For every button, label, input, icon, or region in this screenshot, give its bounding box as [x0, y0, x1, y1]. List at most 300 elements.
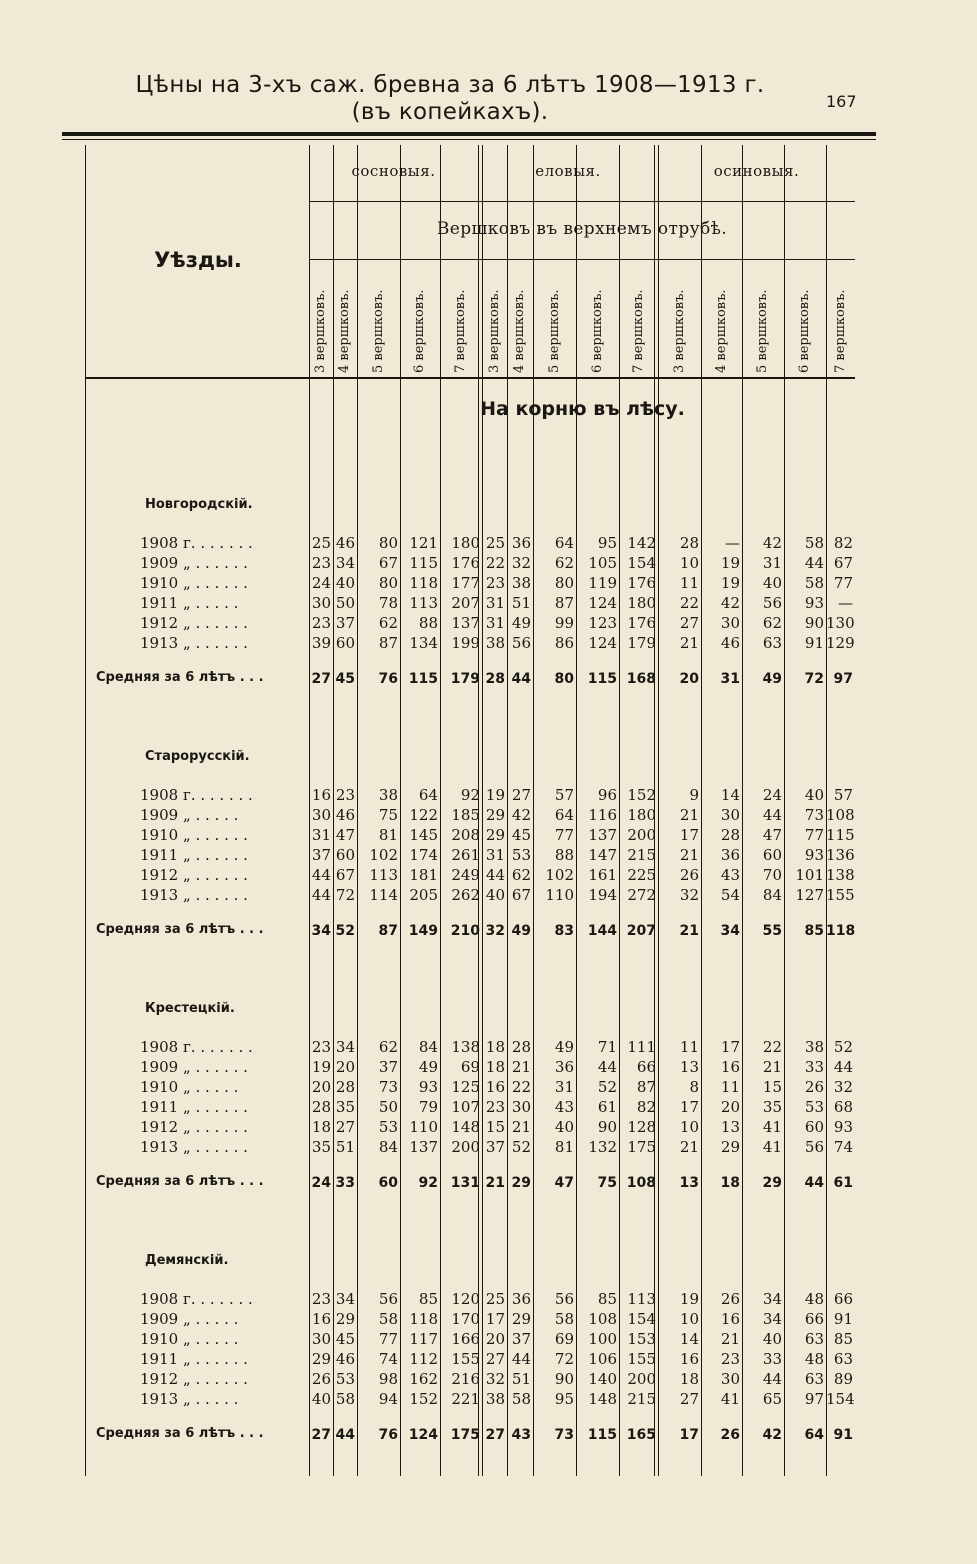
- table-cell: 132: [588, 1138, 617, 1156]
- table-cell: 62: [762, 614, 782, 632]
- table-cell: 68: [833, 1098, 853, 1116]
- table-cell: 34: [335, 1290, 355, 1308]
- table-cell: 154: [826, 1390, 855, 1408]
- table-cell: 21: [679, 806, 699, 824]
- average-cell: 55: [762, 923, 782, 939]
- table-cell: 108: [588, 1310, 617, 1328]
- average-cell: 44: [511, 671, 531, 687]
- table-cell: 93: [833, 1118, 853, 1136]
- table-cell: 18: [311, 1118, 331, 1136]
- size-header: 4 вершковъ.: [337, 289, 352, 373]
- table-cell: 90: [804, 614, 824, 632]
- table-cell: 31: [485, 846, 505, 864]
- table-cell: 30: [720, 806, 740, 824]
- year-row-label: 1909 „ . . . . .: [140, 1310, 239, 1328]
- table-cell: 140: [588, 1370, 617, 1388]
- table-cell: 72: [554, 1350, 574, 1368]
- table-cell: 14: [679, 1330, 699, 1348]
- table-cell: 33: [762, 1350, 782, 1368]
- table-cell: 137: [451, 614, 480, 632]
- table-cell: 84: [762, 886, 782, 904]
- table-cell: 69: [460, 1058, 480, 1076]
- average-cell: 44: [335, 1427, 355, 1443]
- group-header: еловыя.: [535, 162, 601, 180]
- table-cell: 99: [554, 614, 574, 632]
- subheader-verhkov: Вершковъ въ верхнемъ отрубѣ.: [436, 219, 728, 239]
- average-cell: 34: [311, 923, 331, 939]
- table-cell: 44: [762, 806, 782, 824]
- table-cell: 43: [554, 1098, 574, 1116]
- size-header: 6 вершковъ.: [412, 289, 427, 373]
- table-cell: 24: [762, 786, 782, 804]
- average-cell: 115: [587, 671, 617, 687]
- table-cell: 105: [588, 554, 617, 572]
- table-cell: 127: [795, 886, 824, 904]
- table-cell: 29: [485, 806, 505, 824]
- table-cell: 38: [485, 1390, 505, 1408]
- table-cell: 86: [554, 634, 574, 652]
- average-cell: 42: [762, 1427, 782, 1443]
- table-cell: 137: [409, 1138, 438, 1156]
- table-cell: 27: [679, 614, 699, 632]
- average-row-label: Средняя за 6 лѣтъ . . .: [96, 922, 264, 937]
- table-cell: 56: [511, 634, 531, 652]
- table-cell: 194: [588, 886, 617, 904]
- table-cell: 87: [636, 1078, 656, 1096]
- table-cell: 84: [378, 1138, 398, 1156]
- table-cell: 16: [679, 1350, 699, 1368]
- table-cell: 40: [762, 574, 782, 592]
- table-cell: 11: [720, 1078, 740, 1096]
- table-cell: 67: [833, 554, 853, 572]
- table-cell: 121: [409, 534, 438, 552]
- year-row-label: 1909 „ . . . . .: [140, 806, 239, 824]
- average-cell: 64: [804, 1427, 824, 1443]
- table-cell: 21: [679, 846, 699, 864]
- table-cell: 71: [597, 1038, 617, 1056]
- table-cell: 63: [804, 1370, 824, 1388]
- average-row-label: Средняя за 6 лѣтъ . . .: [96, 1174, 264, 1189]
- year-row-label: 1909 „ . . . . . .: [140, 1058, 248, 1076]
- table-cell: 23: [311, 554, 331, 572]
- table-cell: 48: [804, 1350, 824, 1368]
- table-cell: 215: [627, 846, 656, 864]
- average-cell: 29: [762, 1175, 782, 1191]
- table-cell: 40: [335, 574, 355, 592]
- table-cell: 40: [311, 1390, 331, 1408]
- table-cell: 46: [720, 634, 740, 652]
- table-cell: 95: [597, 534, 617, 552]
- table-cell: 58: [511, 1390, 531, 1408]
- table-cell: 21: [511, 1118, 531, 1136]
- average-cell: 18: [720, 1175, 740, 1191]
- table-cell: 85: [833, 1330, 853, 1348]
- table-cell: 200: [627, 1370, 656, 1388]
- table-cell: 81: [554, 1138, 574, 1156]
- table-cell: 23: [311, 1038, 331, 1056]
- table-cell: 91: [833, 1310, 853, 1328]
- table-cell: 75: [378, 806, 398, 824]
- table-cell: 46: [335, 806, 355, 824]
- table-cell: 37: [485, 1138, 505, 1156]
- year-row-label: 1908 г. . . . . . .: [140, 1038, 253, 1056]
- table-cell: 82: [833, 534, 853, 552]
- size-header: 6 вершковъ.: [590, 289, 605, 373]
- table-cell: 142: [627, 534, 656, 552]
- table-cell: 28: [720, 826, 740, 844]
- table-cell: 48: [804, 1290, 824, 1308]
- average-cell: 32: [485, 923, 505, 939]
- table-cell: 22: [679, 594, 699, 612]
- table-cell: 62: [378, 1038, 398, 1056]
- table-cell: 124: [588, 594, 617, 612]
- table-cell: 205: [409, 886, 438, 904]
- table-cell: 65: [762, 1390, 782, 1408]
- average-cell: 49: [511, 923, 531, 939]
- table-cell: 145: [409, 826, 438, 844]
- table-cell: 16: [311, 786, 331, 804]
- average-cell: 80: [554, 671, 574, 687]
- year-row-label: 1912 „ . . . . . .: [140, 1370, 248, 1388]
- table-cell: 22: [762, 1038, 782, 1056]
- average-cell: 21: [485, 1175, 505, 1191]
- table-cell: 32: [679, 886, 699, 904]
- table-cell: 61: [597, 1098, 617, 1116]
- table-cell: 60: [335, 634, 355, 652]
- table-cell: 19: [679, 1290, 699, 1308]
- average-cell: 92: [418, 1175, 438, 1191]
- table-cell: 53: [378, 1118, 398, 1136]
- year-row-label: 1913 „ . . . . . .: [140, 1138, 248, 1156]
- table-cell: 49: [511, 614, 531, 632]
- table-cell: 262: [451, 886, 480, 904]
- table-cell: 23: [720, 1350, 740, 1368]
- table-cell: 89: [833, 1370, 853, 1388]
- table-cell: 29: [485, 826, 505, 844]
- table-cell: 23: [485, 1098, 505, 1116]
- table-cell: 30: [720, 614, 740, 632]
- table-cell: 60: [804, 1118, 824, 1136]
- average-cell: 115: [587, 1427, 617, 1443]
- table-cell: 176: [451, 554, 480, 572]
- table-cell: 19: [720, 554, 740, 572]
- table-cell: 147: [588, 846, 617, 864]
- table-cell: 81: [378, 826, 398, 844]
- year-row-label: 1912 „ . . . . . .: [140, 614, 248, 632]
- table-cell: 58: [335, 1390, 355, 1408]
- table-cell: 64: [554, 806, 574, 824]
- size-header: 4 вершковъ.: [512, 289, 527, 373]
- table-cell: 52: [833, 1038, 853, 1056]
- average-cell: 91: [833, 1427, 853, 1443]
- table-cell: 77: [804, 826, 824, 844]
- table-cell: 62: [554, 554, 574, 572]
- table-cell: 19: [720, 574, 740, 592]
- table-cell: 17: [485, 1310, 505, 1328]
- table-cell: 44: [804, 554, 824, 572]
- table-cell: 66: [636, 1058, 656, 1076]
- table-cell: 70: [762, 866, 782, 884]
- average-cell: 24: [311, 1175, 331, 1191]
- average-cell: 76: [378, 671, 398, 687]
- table-cell: 37: [311, 846, 331, 864]
- table-cell: 62: [511, 866, 531, 884]
- table-cell: 49: [418, 1058, 438, 1076]
- table-cell: 13: [720, 1118, 740, 1136]
- table-cell: 154: [627, 554, 656, 572]
- average-cell: 131: [450, 1175, 480, 1191]
- table-cell: 77: [378, 1330, 398, 1348]
- average-cell: 49: [762, 671, 782, 687]
- average-cell: 60: [378, 1175, 398, 1191]
- size-header: 6 вершковъ.: [797, 289, 812, 373]
- title-line-2: (въ копейкахъ).: [351, 99, 549, 125]
- table-cell: 14: [720, 786, 740, 804]
- table-cell: 25: [485, 1290, 505, 1308]
- table-cell: 21: [679, 1138, 699, 1156]
- average-cell: 175: [450, 1427, 480, 1443]
- table-cell: 38: [485, 634, 505, 652]
- table-cell: 58: [554, 1310, 574, 1328]
- table-cell: 179: [627, 634, 656, 652]
- average-cell: 124: [408, 1427, 438, 1443]
- table-cell: 31: [311, 826, 331, 844]
- table-cell: 56: [378, 1290, 398, 1308]
- table-cell: 82: [636, 1098, 656, 1116]
- table-cell: 154: [627, 1310, 656, 1328]
- table-cell: 58: [378, 1310, 398, 1328]
- table-cell: 72: [335, 886, 355, 904]
- table-cell: 92: [460, 786, 480, 804]
- table-cell: 54: [720, 886, 740, 904]
- year-row-label: 1911 „ . . . . . .: [140, 1350, 248, 1368]
- table-cell: 27: [679, 1390, 699, 1408]
- average-cell: 72: [804, 671, 824, 687]
- year-row-label: 1908 г. . . . . . .: [140, 786, 253, 804]
- table-cell: 46: [335, 1350, 355, 1368]
- table-cell: 23: [311, 1290, 331, 1308]
- table-cell: 11: [679, 1038, 699, 1056]
- table-cell: 16: [311, 1310, 331, 1328]
- table-cell: 44: [597, 1058, 617, 1076]
- year-row-label: 1910 „ . . . . . .: [140, 574, 248, 592]
- top-rule: [62, 132, 876, 136]
- size-header: 5 вершковъ.: [755, 289, 770, 373]
- average-cell: 29: [511, 1175, 531, 1191]
- size-header: 7 вершковъ.: [833, 289, 848, 373]
- table-cell: 57: [554, 786, 574, 804]
- table-cell: 148: [451, 1118, 480, 1136]
- average-cell: 43: [511, 1427, 531, 1443]
- average-cell: 20: [679, 671, 699, 687]
- title-line-1: Цѣны на 3-хъ саж. бревна за 6 лѣтъ 1908—1913 г.: [135, 72, 765, 98]
- year-row-label: 1910 „ . . . . .: [140, 1078, 239, 1096]
- year-row-label: 1911 „ . . . . . .: [140, 1098, 248, 1116]
- table-cell: 51: [511, 1370, 531, 1388]
- section-title: На корню въ лѣсу.: [480, 398, 685, 420]
- table-cell: 21: [511, 1058, 531, 1076]
- table-cell: 80: [378, 534, 398, 552]
- table-cell: 85: [418, 1290, 438, 1308]
- table-cell: 36: [511, 534, 531, 552]
- table-cell: 56: [554, 1290, 574, 1308]
- table-cell: 9: [689, 786, 699, 804]
- table-cell: 27: [485, 1350, 505, 1368]
- table-cell: 74: [378, 1350, 398, 1368]
- table-cell: 38: [804, 1038, 824, 1056]
- table-cell: 40: [804, 786, 824, 804]
- table-cell: 19: [311, 1058, 331, 1076]
- size-header: 5 вершковъ.: [547, 289, 562, 373]
- table-cell: 19: [485, 786, 505, 804]
- table-cell: 153: [627, 1330, 656, 1348]
- header-bottom-rule: [85, 377, 855, 379]
- table-cell: 29: [311, 1350, 331, 1368]
- average-cell: 26: [720, 1427, 740, 1443]
- average-cell: 144: [587, 923, 617, 939]
- table-cell: 62: [378, 614, 398, 632]
- header-rule-groups: [309, 201, 855, 202]
- table-cell: 17: [720, 1038, 740, 1056]
- average-cell: 47: [554, 1175, 574, 1191]
- table-cell: 35: [762, 1098, 782, 1116]
- table-cell: 15: [762, 1078, 782, 1096]
- average-cell: 27: [311, 1427, 331, 1443]
- table-cell: 84: [418, 1038, 438, 1056]
- page-title: [95, 72, 805, 126]
- table-cell: 22: [511, 1078, 531, 1096]
- table-cell: 152: [627, 786, 656, 804]
- table-cell: 30: [311, 594, 331, 612]
- table-cell: 26: [804, 1078, 824, 1096]
- table-cell: 64: [418, 786, 438, 804]
- average-cell: 17: [679, 1427, 699, 1443]
- average-cell: 210: [450, 923, 480, 939]
- average-cell: 179: [450, 671, 480, 687]
- table-cell: 93: [804, 594, 824, 612]
- table-cell: 52: [597, 1078, 617, 1096]
- table-cell: 216: [451, 1370, 480, 1388]
- year-row-label: 1909 „ . . . . . .: [140, 554, 248, 572]
- table-cell: 20: [720, 1098, 740, 1116]
- table-cell: 41: [762, 1138, 782, 1156]
- table-cell: 115: [826, 826, 855, 844]
- table-cell: 208: [451, 826, 480, 844]
- table-cell: 113: [627, 1290, 656, 1308]
- table-cell: 40: [554, 1118, 574, 1136]
- year-row-label: 1908 г. . . . . . .: [140, 534, 253, 552]
- table-cell: 155: [826, 886, 855, 904]
- table-cell: 50: [335, 594, 355, 612]
- table-cell: 77: [833, 574, 853, 592]
- average-cell: 75: [597, 1175, 617, 1191]
- year-row-label: 1910 „ . . . . . .: [140, 826, 248, 844]
- year-row-label: 1913 „ . . . . .: [140, 1390, 239, 1408]
- average-cell: 207: [626, 923, 656, 939]
- table-cell: 225: [627, 866, 656, 884]
- average-cell: 27: [311, 671, 331, 687]
- size-header: 7 вершковъ.: [631, 289, 646, 373]
- table-cell: 115: [409, 554, 438, 572]
- table-cell: 60: [762, 846, 782, 864]
- average-cell: 28: [485, 671, 505, 687]
- table-cell: 45: [511, 826, 531, 844]
- table-cell: 42: [762, 534, 782, 552]
- table-cell: 25: [485, 534, 505, 552]
- table-cell: 23: [311, 614, 331, 632]
- average-cell: 13: [679, 1175, 699, 1191]
- average-cell: 149: [408, 923, 438, 939]
- table-cell: 41: [762, 1118, 782, 1136]
- table-cell: 44: [311, 886, 331, 904]
- table-cell: 20: [311, 1078, 331, 1096]
- top-rule-thin: [62, 139, 876, 140]
- table-cell: 94: [378, 1390, 398, 1408]
- table-cell: 90: [554, 1370, 574, 1388]
- table-cell: 21: [720, 1330, 740, 1348]
- table-cell: 10: [679, 1118, 699, 1136]
- page-number: 167: [826, 92, 857, 111]
- table-cell: 20: [335, 1058, 355, 1076]
- table-cell: 123: [588, 614, 617, 632]
- table-cell: 80: [554, 574, 574, 592]
- table-cell: 27: [335, 1118, 355, 1136]
- table-cell: 31: [554, 1078, 574, 1096]
- table-cell: 67: [335, 866, 355, 884]
- table-cell: 97: [804, 1390, 824, 1408]
- table-cell: 138: [451, 1038, 480, 1056]
- average-cell: 108: [626, 1175, 656, 1191]
- table-cell: 33: [804, 1058, 824, 1076]
- table-cell: 122: [409, 806, 438, 824]
- table-cell: 47: [762, 826, 782, 844]
- table-cell: 67: [378, 554, 398, 572]
- table-cell: 44: [485, 866, 505, 884]
- table-cell: 37: [335, 614, 355, 632]
- table-cell: 31: [485, 594, 505, 612]
- table-cell: 87: [378, 634, 398, 652]
- group-header: осиновыя.: [713, 162, 800, 180]
- table-cell: 93: [804, 846, 824, 864]
- year-row-label: 1910 „ . . . . .: [140, 1330, 239, 1348]
- table-cell: 124: [588, 634, 617, 652]
- table-cell: 37: [378, 1058, 398, 1076]
- table-cell: 18: [679, 1370, 699, 1388]
- table-cell: 10: [679, 554, 699, 572]
- table-cell: 176: [627, 574, 656, 592]
- table-cell: 88: [554, 846, 574, 864]
- table-cell: 44: [511, 1350, 531, 1368]
- table-cell: 47: [335, 826, 355, 844]
- table-cell: 69: [554, 1330, 574, 1348]
- table-cell: 8: [689, 1078, 699, 1096]
- table-cell: 36: [554, 1058, 574, 1076]
- group-header: сосновыя.: [351, 162, 436, 180]
- district-name: Старорусскій.: [145, 749, 250, 764]
- size-header: 3 вершковъ.: [672, 289, 687, 373]
- table-cell: 93: [418, 1078, 438, 1096]
- table-cell: 29: [511, 1310, 531, 1328]
- table-cell: 66: [833, 1290, 853, 1308]
- table-cell: 15: [485, 1118, 505, 1136]
- table-cell: 66: [804, 1310, 824, 1328]
- table-cell: 58: [804, 534, 824, 552]
- table-cell: 32: [833, 1078, 853, 1096]
- table-cell: 43: [720, 866, 740, 884]
- table-cell: 28: [511, 1038, 531, 1056]
- table-cell: 200: [627, 826, 656, 844]
- year-row-label: 1911 „ . . . . . .: [140, 846, 248, 864]
